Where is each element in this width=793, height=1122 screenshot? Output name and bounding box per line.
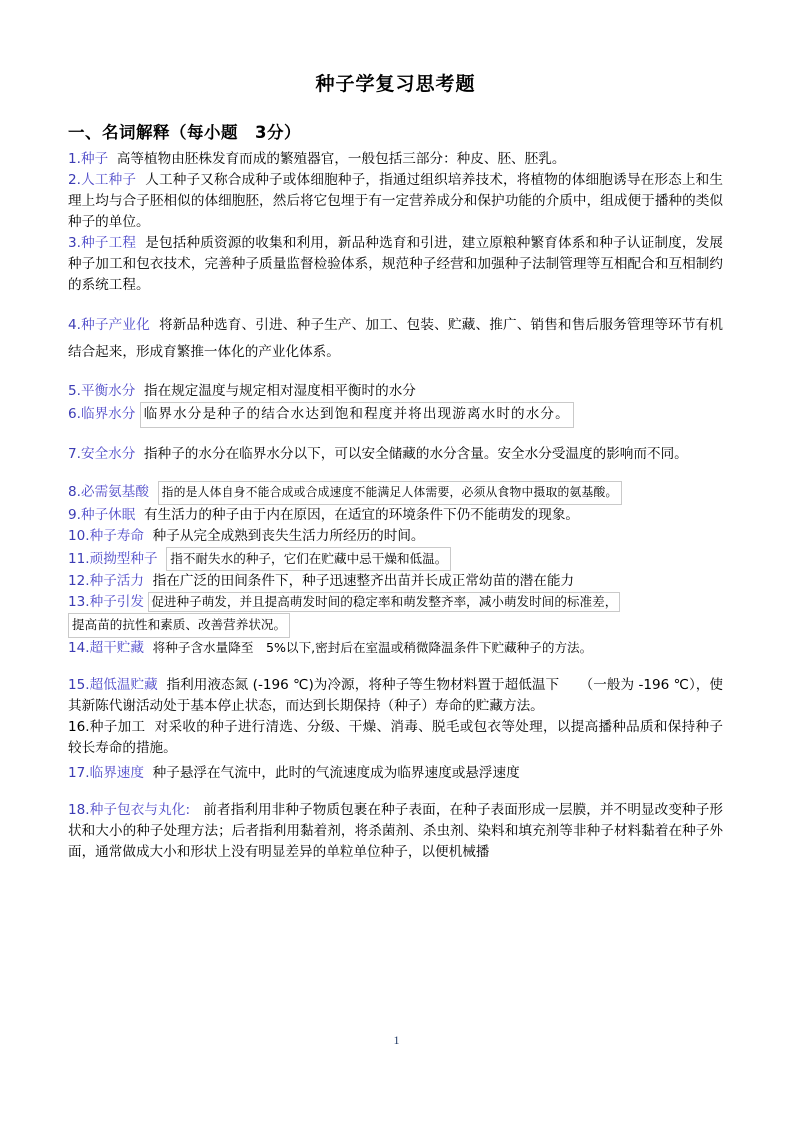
entry-number: 13. xyxy=(68,594,90,611)
entry-definition: 指在规定温度与规定相对湿度相平衡时的水分 xyxy=(144,383,416,400)
entry-definition: 有生活力的种子由于内在原因，在适宜的环境条件下仍不能萌发的现象。 xyxy=(144,506,580,523)
entry-term: 种子活力 xyxy=(89,573,144,590)
entry-13 xyxy=(68,592,723,613)
entry-term: 安全水分 xyxy=(80,446,136,463)
page-title: 种子学复习思考题 xyxy=(315,73,476,95)
entry-term: 必需氨基酸 xyxy=(80,484,149,501)
entry-term: 种子 xyxy=(80,150,109,167)
section-heading-terms: 一、名词解释（每小题 3分） xyxy=(68,122,301,142)
entry-number: 8. xyxy=(68,484,81,501)
entry-number: 10. xyxy=(68,527,90,544)
entry-number: 18. xyxy=(68,802,90,819)
entry-2 xyxy=(68,170,723,233)
entry-number: 9. xyxy=(68,506,81,523)
entry-17 xyxy=(68,763,723,784)
entry-definition: 将种子含水量降至 5%以下,密封后在室温或稍微降温条件下贮藏种子的方法。 xyxy=(152,639,593,655)
entry-term: 超低温贮藏 xyxy=(89,676,158,693)
entry-15 xyxy=(68,675,723,717)
entry-term: 超干贮藏 xyxy=(89,639,144,656)
entry-18 xyxy=(68,800,723,863)
entry-definition: 指利用液态氮 (-196 ℃)为冷源，将种子等生物材料置于超低温下 （一般为 -196 ℃），使其新陈代谢活动处于基本停止状态，而达到长期保持（种子）寿命的贮藏方法。 xyxy=(68,676,723,714)
entry-definition-box-line2: 提高苗的抗性和素质、改善营养状况。 xyxy=(68,613,290,638)
entry-definition: 种子从完全成熟到丧失生活力所经历的时间。 xyxy=(152,527,425,544)
entry-16 xyxy=(68,717,723,759)
entry-term: 种子加工 xyxy=(89,719,146,736)
entry-definition: 将新品种选育、引进、种子生产、加工、包装、贮藏、推广、销售和售后服务管理等环节有机结合起来，形成育繁推一体化的产业化体系。 xyxy=(68,317,723,360)
entry-term: 种子工程 xyxy=(80,234,137,251)
entry-term: 种子包衣与丸化: xyxy=(89,802,191,819)
entry-13-continued xyxy=(68,613,723,638)
document-content xyxy=(68,72,723,863)
entry-definition: 对采收的种子进行清选、分级、干燥、消毒、脱毛或包衣等处理，以提高播种品质和保持种子较长寿命的措施。 xyxy=(68,719,723,757)
entry-number: 11. xyxy=(68,550,90,567)
entry-definition: 是包括种质资源的收集和利用，新品种选育和引进，建立原粮种繁育体系和种子认证制度，发展种子加工和包衣技术，完善种子质量监督检验体系，规范种子经营和加强种子法制管理等互相配合和互相制约的系统工程。 xyxy=(68,234,723,294)
page-number: 1 xyxy=(393,1033,400,1047)
entry-number: 4. xyxy=(68,317,81,334)
entry-definition: 指在广泛的田间条件下，种子迅速整齐出苗并长成正常幼苗的潜在能力 xyxy=(152,573,575,590)
entry-number: 5. xyxy=(68,383,81,400)
entry-definition: 种子悬浮在气流中，此时的气流速度成为临界速度或悬浮速度 xyxy=(152,765,520,782)
entry-number: 16. xyxy=(68,719,90,736)
entry-definition-box: 指不耐失水的种子，它们在贮藏中忌干燥和低温。 xyxy=(166,547,451,572)
entry-14 xyxy=(68,638,723,659)
entry-term: 种子休眠 xyxy=(80,506,136,523)
entry-number: 17. xyxy=(68,765,90,782)
entry-12 xyxy=(68,571,723,592)
entry-8 xyxy=(68,481,723,504)
entry-term: 种子引发 xyxy=(89,594,144,611)
entry-number: 7. xyxy=(68,446,81,463)
entry-term: 平衡水分 xyxy=(80,383,136,400)
entry-10 xyxy=(68,526,723,547)
entry-term: 人工种子 xyxy=(80,171,137,188)
entry-5 xyxy=(68,381,723,402)
entry-number: 3. xyxy=(68,234,81,251)
entry-definition: 高等植物由胚株发育而成的繁殖器官，一般包括三部分：种皮、胚、胚乳。 xyxy=(116,150,566,167)
entry-definition-box: 临界水分是种子的结合水达到饱和程度并将出现游离水时的水分。 xyxy=(140,402,574,428)
entry-definition-box: 指的是人体自身不能合成或合成速度不能满足人体需要，必须从食物中摄取的氨基酸。 xyxy=(158,481,622,504)
entry-term: 种子产业化 xyxy=(80,317,150,334)
entry-1 xyxy=(68,149,723,170)
entry-4 xyxy=(68,312,723,365)
entry-number: 14. xyxy=(68,639,90,656)
entry-number: 15. xyxy=(68,676,90,693)
entry-definition-box: 促进种子萌发，并且提高萌发时间的稳定率和萌发整齐率，减小萌发时间的标准差， xyxy=(148,592,620,612)
entry-7 xyxy=(68,444,723,465)
entry-definition: 指种子的水分在临界水分以下，可以安全储藏的水分含量。安全水分受温度的影响而不同。 xyxy=(144,446,688,463)
entry-term: 临界速度 xyxy=(89,765,144,782)
entry-term: 顽拗型种子 xyxy=(89,550,158,567)
entry-number: 6. xyxy=(68,406,81,423)
entry-number: 1. xyxy=(68,150,81,167)
entry-term: 种子寿命 xyxy=(89,527,144,544)
entry-11 xyxy=(68,547,723,572)
entry-9 xyxy=(68,505,723,526)
entry-6 xyxy=(68,402,723,428)
entry-term: 临界水分 xyxy=(80,406,136,423)
entry-definition: 前者指利用非种子物质包裹在种子表面，在种子表面形成一层膜，并不明显改变种子形状和大小的种子处理方法；后者指利用黏着剂，将杀菌剂、杀虫剂、染料和填充剂等非种子材料黏着在种子外面，通常做成大小和形状上没有明显差异的单粒单位种子，以便机械播 xyxy=(68,802,723,861)
entry-number: 2. xyxy=(68,171,81,188)
entry-number: 12. xyxy=(68,573,90,590)
entry-3 xyxy=(68,233,723,296)
entry-definition: 人工种子又称合成种子或体细胞种子，指通过组织培养技术，将植物的体细胞诱导在形态上和生理上均与合子胚相似的体细胞胚，然后将它包埋于有一定营养成分和保护功能的介质中，组成便于播种的类似种子的单位。 xyxy=(68,171,723,230)
